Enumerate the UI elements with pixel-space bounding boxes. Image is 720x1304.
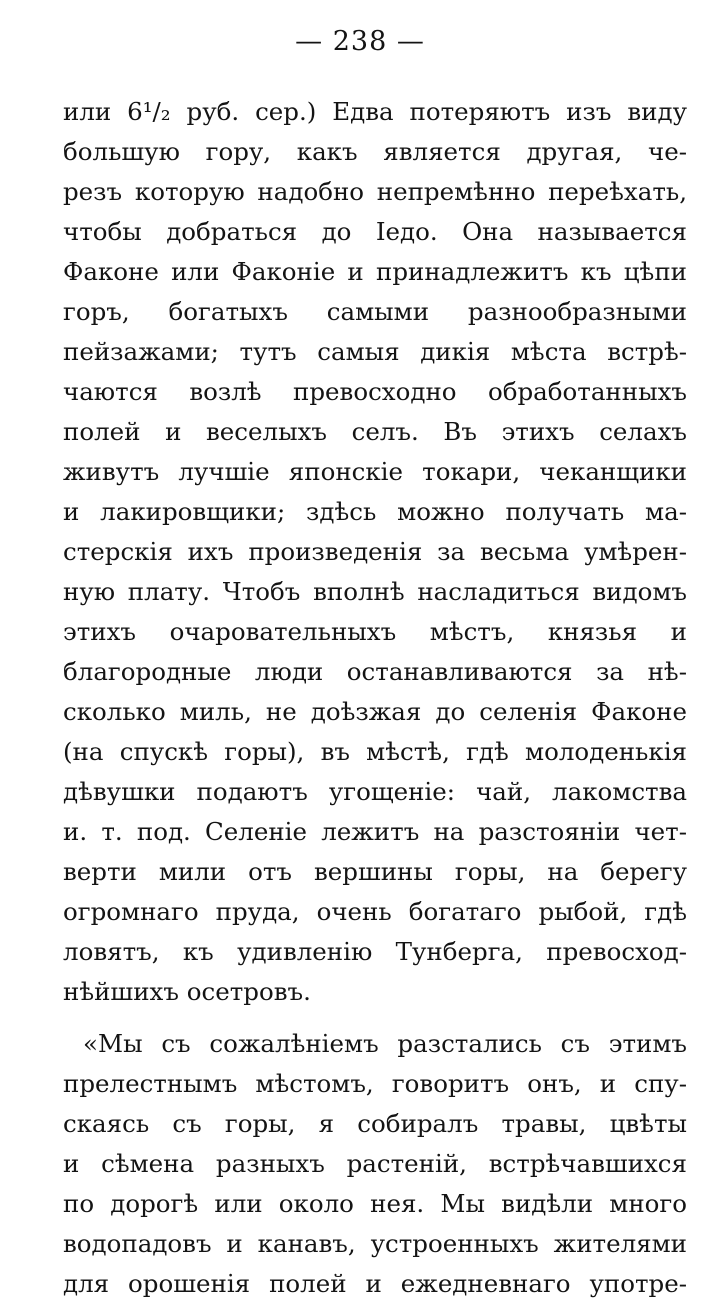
paragraph-end-line: нѣйшихъ осетровъ. bbox=[63, 977, 311, 1006]
text-line: огромнаго пруда, очень богатаго рыбой, гдѣ bbox=[63, 897, 687, 926]
paragraph-start-line: «Мы съ сожалѣніемъ разстались съ этимъ bbox=[83, 1029, 687, 1058]
text-line: благородные люди останавливаются за нѣ- bbox=[63, 657, 687, 686]
text-line: чтобы добраться до Іедо. Она называется bbox=[63, 217, 687, 246]
text-line: Факоне или Факоніе и принадлежитъ къ цѣпи bbox=[63, 257, 687, 286]
text-line: горъ, богатыхъ самыми разнообразными bbox=[63, 297, 687, 326]
text-line: живутъ лучшіе японскіе токари, чеканщики bbox=[63, 457, 687, 486]
text-line: большую гору, какъ является другая, че- bbox=[63, 137, 687, 166]
text-line: ловятъ, къ удивленію Тунберга, превосход- bbox=[63, 937, 687, 966]
text-line: и сѣмена разныхъ растеній, встрѣчавшихся bbox=[63, 1149, 687, 1178]
page-number: — 238 — bbox=[295, 26, 425, 57]
body-text bbox=[63, 92, 687, 1304]
text-line: или 6¹/₂ руб. сер.) Едва потеряютъ изъ виду bbox=[63, 97, 687, 126]
text-line: дѣвушки подаютъ угощеніе: чай, лакомства bbox=[63, 777, 687, 806]
text-line: этихъ очаровательныхъ мѣстъ, князья и bbox=[63, 617, 687, 646]
text-line: стерскія ихъ произведенія за весьма умѣрен- bbox=[63, 537, 687, 566]
text-line: пейзажами; тутъ самыя дикія мѣста встрѣ- bbox=[63, 337, 687, 366]
text-line: резъ которую надобно непремѣнно переѣхать, bbox=[63, 177, 687, 206]
text-line: полей и веселыхъ селъ. Въ этихъ селахъ bbox=[63, 417, 687, 446]
text-line: водопадовъ и канавъ, устроенныхъ жителями bbox=[63, 1229, 687, 1258]
text-line: для орошенія полей и ежедневнаго употре- bbox=[63, 1269, 687, 1298]
text-line: верти мили отъ вершины горы, на берегу bbox=[63, 857, 687, 886]
text-line: (на спускѣ горы), въ мѣстѣ, гдѣ молоденькія bbox=[63, 737, 687, 766]
text-line: по дорогѣ или около нея. Мы видѣли много bbox=[63, 1189, 687, 1218]
text-line: сколько миль, не доѣзжая до селенія Факоне bbox=[63, 697, 687, 726]
text-line: и лакировщики; здѣсь можно получать ма- bbox=[63, 497, 687, 526]
text-line: ную плату. Чтобъ вполнѣ насладиться видомъ bbox=[63, 577, 687, 606]
text-line: прелестнымъ мѣстомъ, говоритъ онъ, и спу- bbox=[63, 1069, 687, 1098]
text-line: чаются возлѣ превосходно обработанныхъ bbox=[63, 377, 687, 406]
text-line: и. т. под. Селеніе лежитъ на разстояніи чет- bbox=[63, 817, 687, 846]
text-line: скаясь съ горы, я собиралъ травы, цвѣты bbox=[63, 1109, 687, 1138]
